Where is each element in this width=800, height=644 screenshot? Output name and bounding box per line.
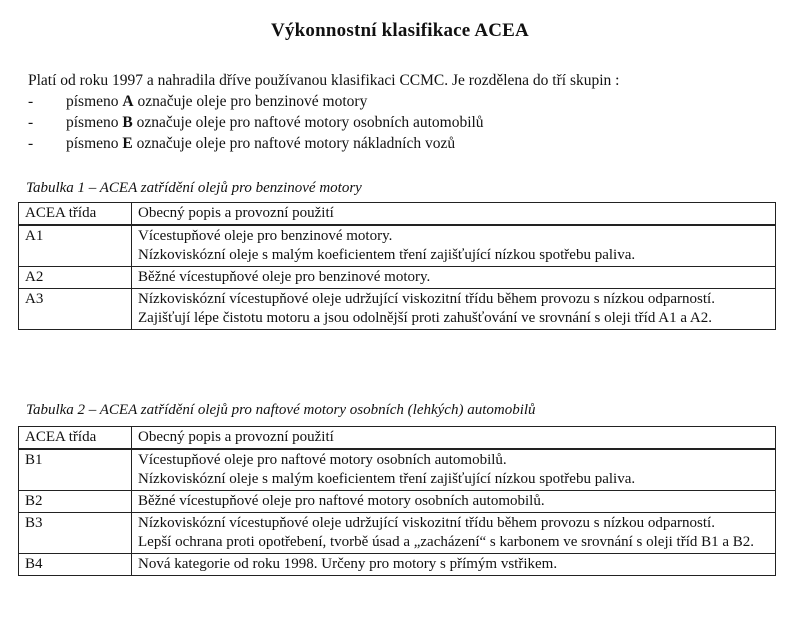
column-header-description: Obecný popis a provozní použití xyxy=(132,427,776,450)
bullet-suffix: označuje oleje pro naftové motory osobních automobilů xyxy=(132,114,484,131)
table1 xyxy=(18,202,776,330)
bullet-letter: B xyxy=(122,114,133,131)
bullet-text xyxy=(66,133,455,154)
description-line: Běžné vícestupňové oleje pro naftové motory osobních automobilů. xyxy=(138,493,545,509)
page-title: Výkonnostní klasifikace ACEA xyxy=(271,20,529,41)
table-row xyxy=(19,491,776,513)
description-cell xyxy=(132,491,776,513)
column-header-description: Obecný popis a provozní použití xyxy=(132,203,776,226)
intro-paragraph: Platí od roku 1997 a nahradila dříve používanou klasifikaci CCMC. Je rozdělena do tří skupin : xyxy=(28,72,620,89)
table-header-row xyxy=(19,427,776,450)
class-cell: B2 xyxy=(19,491,132,513)
description-cell xyxy=(132,225,776,267)
table-header-row xyxy=(19,203,776,226)
description-line: Nová kategorie od roku 1998. Určeny pro motory s přímým vstřikem. xyxy=(138,556,558,572)
table1-caption: Tabulka 1 – ACEA zatřídění olejů pro benzinové motory xyxy=(26,180,362,196)
column-header-class: ACEA třída xyxy=(19,427,132,450)
description-line: Vícestupňové oleje pro naftové motory osobních automobilů. xyxy=(138,452,507,468)
table2-caption: Tabulka 2 – ACEA zatřídění olejů pro naftové motory osobních (lehkých) automobilů xyxy=(26,402,536,418)
bullet-dash: - xyxy=(28,93,34,110)
bullet-dash: - xyxy=(28,135,34,152)
bullet-text xyxy=(66,91,367,112)
bullet-text xyxy=(66,112,484,133)
description-line: Nízkoviskózní vícestupňové oleje udržující viskozitní třídu během provozu s nízkou odparností. xyxy=(138,291,715,307)
description-cell xyxy=(132,554,776,576)
class-cell: A3 xyxy=(19,289,132,330)
group-list-item xyxy=(28,112,788,133)
table2 xyxy=(18,426,776,576)
bullet-prefix: písmeno xyxy=(66,135,123,152)
description-cell xyxy=(132,289,776,330)
description-line: Zajišťují lépe čistotu motoru a jsou odolnější proti zahušťování ve srovnání s oleji tříd A1 a A2. xyxy=(138,310,712,326)
description-line: Nízkoviskózní vícestupňové oleje udržující viskozitní třídu během provozu s nízkou odparností. xyxy=(138,515,715,531)
table-row xyxy=(19,289,776,330)
table-row xyxy=(19,225,776,267)
bullet-suffix: označuje oleje pro naftové motory nákladních vozů xyxy=(132,135,456,152)
bullet-suffix: označuje oleje pro benzinové motory xyxy=(133,93,368,110)
description-line: Běžné vícestupňové oleje pro benzinové motory. xyxy=(138,269,431,285)
column-header-class: ACEA třída xyxy=(19,203,132,226)
table-row xyxy=(19,554,776,576)
bullet-prefix: písmeno xyxy=(66,93,123,110)
group-list xyxy=(28,91,788,154)
description-line: Lepší ochrana proti opotřebení, tvorbě úsad a „zacházení“ s karbonem ve srovnání s oleji tříd B1 a B2. xyxy=(138,534,755,550)
description-cell xyxy=(132,513,776,554)
bullet-prefix: písmeno xyxy=(66,114,123,131)
class-cell: A2 xyxy=(19,267,132,289)
description-cell xyxy=(132,449,776,491)
description-cell xyxy=(132,267,776,289)
description-line: Vícestupňové oleje pro benzinové motory. xyxy=(138,228,393,244)
table-row xyxy=(19,449,776,491)
group-list-item xyxy=(28,91,788,112)
class-cell: B3 xyxy=(19,513,132,554)
table-row xyxy=(19,267,776,289)
description-line: Nízkoviskózní oleje s malým koeficientem tření zajišťující nízkou spotřebu paliva. xyxy=(138,471,636,487)
bullet-letter: E xyxy=(122,135,133,152)
class-cell: B1 xyxy=(19,449,132,491)
group-list-item xyxy=(28,133,788,154)
description-line: Nízkoviskózní oleje s malým koeficientem tření zajišťující nízkou spotřebu paliva. xyxy=(138,247,636,263)
bullet-dash: - xyxy=(28,114,34,131)
bullet-letter: A xyxy=(122,93,134,110)
table-row xyxy=(19,513,776,554)
class-cell: A1 xyxy=(19,225,132,267)
class-cell: B4 xyxy=(19,554,132,576)
intro-section xyxy=(28,70,788,154)
